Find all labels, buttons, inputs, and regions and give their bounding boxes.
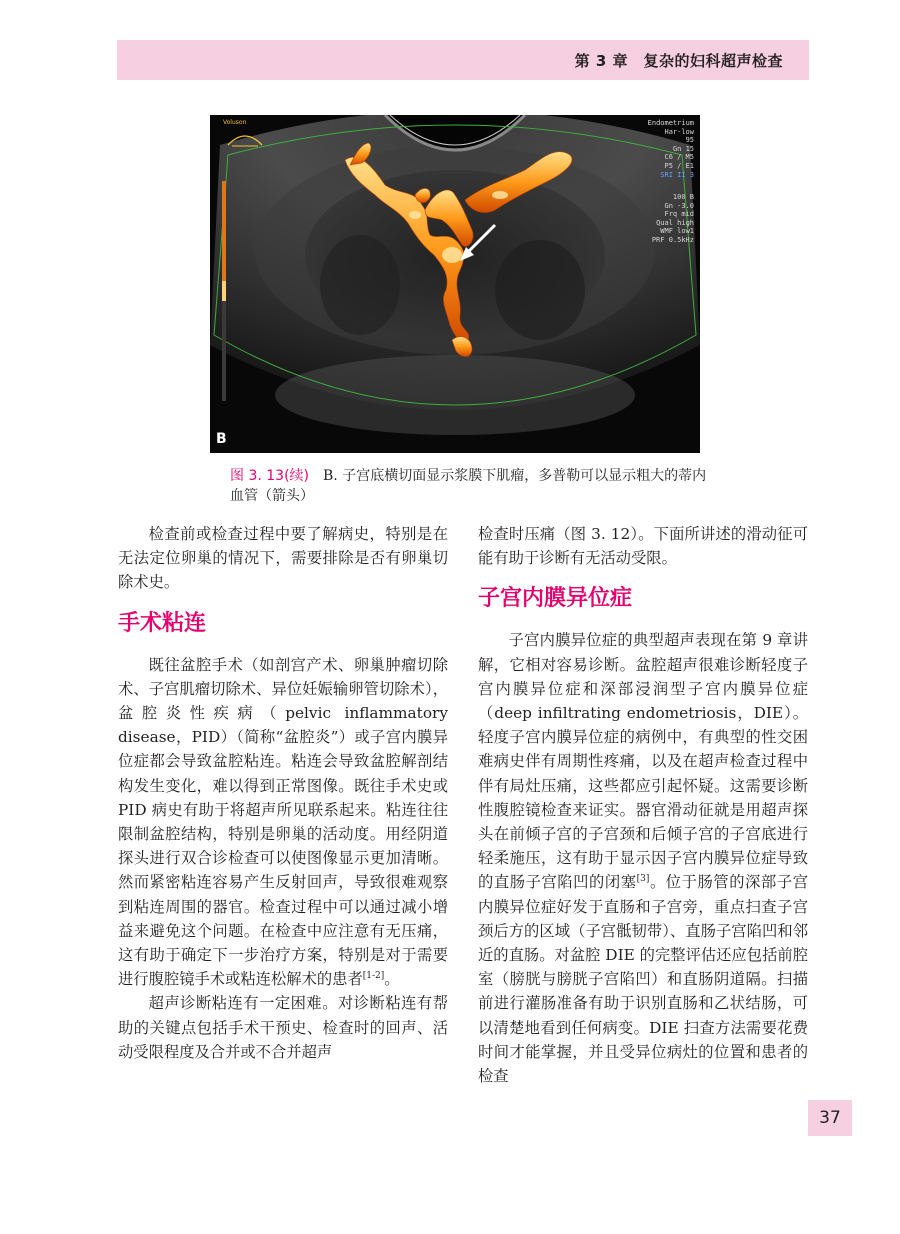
imaging-parameters-top: [648, 119, 694, 179]
left-paragraph-2-text: 既往盆腔手术（如剖宫产术、卵巢肿瘤切除术、子宫肌瘤切除术、异位妊娠输卵管切除术），盆腔炎性疾病（pelvic inflammatory disease，PID）（简称“盆腔炎”）或子宫内膜异位症都会导致盆腔粘连。粘连会导致盆腔解剖结构发生变化，难以得到正常图像。既往手术史或 PID 病史有助于将超声所见联系起来。粘连往往限制盆腔结构，特别是卵巢的活动度。用经阴道探头进行双合诊检查可以使图像显示更加清晰。然而紧密粘连容易产生反射回声，导致很难观察到粘连周围的器官。检查过程中可以通过减小增益来避免这个问题。在检查中应注意有无压痛，这有助于确定下一步治疗方案，特别是对于需要进行腹腔镜手术或粘连松解术的患者: [118, 655, 448, 989]
left-paragraph-2-end: 。: [384, 970, 400, 989]
right-paragraph-1: 检查时压痛（图 3. 12）。下面所讲述的滑动征可能有助于诊断有无活动受限。: [478, 525, 808, 568]
right-column: [478, 522, 808, 1088]
panel-letter: B: [216, 431, 227, 447]
chapter-title: 第 3 章 复杂的妇科超声检查: [574, 52, 783, 70]
device-logo: Voluson: [223, 119, 247, 126]
running-header: [117, 40, 809, 80]
right-paragraph-2-text-a: 子宫内膜异位症的典型超声表现在第 9 章讲解，它相对容易诊断。盆腔超声很难诊断轻度子宫内膜异位症和深部浸润型子宫内膜异位症（deep infiltrating endometriosis，DIE）。轻度子宫内膜异位症的病例中，有典型的性交困难病史伴有周期性疼痛，以及在超声检查过程中伴有局灶压痛，这些都应引起怀疑。这需要诊断性腹腔镜检查来证实。器官滑动征就是用超声探头在前倾子宫的子宫颈和后倾子宫的子宫底进行轻柔施压，这有助于显示因子宫内膜异位症导致的直肠子宫陷凹的闭塞: [478, 631, 808, 892]
left-paragraph-1: 检查前或检查过程中要了解病史，特别是在无法定位卵巢的情况下，需要排除是否有卵巢切除术史。: [118, 525, 448, 592]
sri-parameter: SRI II 3: [660, 170, 694, 179]
ultrasound-graphic: [210, 115, 700, 453]
right-paragraph-2: [478, 628, 808, 1088]
caption-number: 图 3. 13(续): [230, 468, 309, 484]
left-paragraph-3: 超声诊断粘连有一定困难。对诊断粘连有帮助的关键点包括手术干预史、检查时的回声、活动受限程度及合并或不合并超声: [118, 994, 448, 1061]
section-heading-adhesions: 手术粘连: [118, 610, 207, 636]
reference-3[interactable]: [3]: [636, 874, 650, 885]
ultrasound-image: [210, 115, 700, 453]
left-column: [118, 522, 448, 1064]
imaging-parameters-bottom: 100 B Gn -3.0 Frq mid Qual high WMF low1 PRF 0.5kHz: [651, 193, 694, 244]
section-heading-endometriosis: 子宫内膜异位症: [478, 586, 633, 612]
left-paragraph-2: [118, 653, 448, 992]
page-number: 37: [808, 1100, 852, 1136]
reference-1-2[interactable]: [1-2]: [362, 971, 385, 982]
params-text: Endometrium Har-low 95 Gn 15 C6 / M5 P5 / E1: [647, 119, 694, 170]
right-paragraph-2-text-b: 。位于肠管的深部子宫内膜异位症好发于直肠和子宫旁，重点扫查子宫颈后方的区域（子宫骶韧带）、直肠子宫陷凹和邻近的直肠。对盆腔 DIE 的完整评估还应包括前腔室（膀胱与膀胱子宫陷凹）和直肠阴道隔。扫描前进行灌肠准备有助于识别直肠和乙状结肠，可以清楚地看到任何病变。DIE 扫查方法需要花费时间才能掌握，并且受异位病灶的位置和患者的检查: [478, 873, 808, 1086]
caption-text: B. 子宫底横切面显示浆膜下肌瘤，多普勒可以显示粗大的蒂内血管（箭头）: [230, 468, 707, 504]
figure-caption: [230, 466, 710, 506]
